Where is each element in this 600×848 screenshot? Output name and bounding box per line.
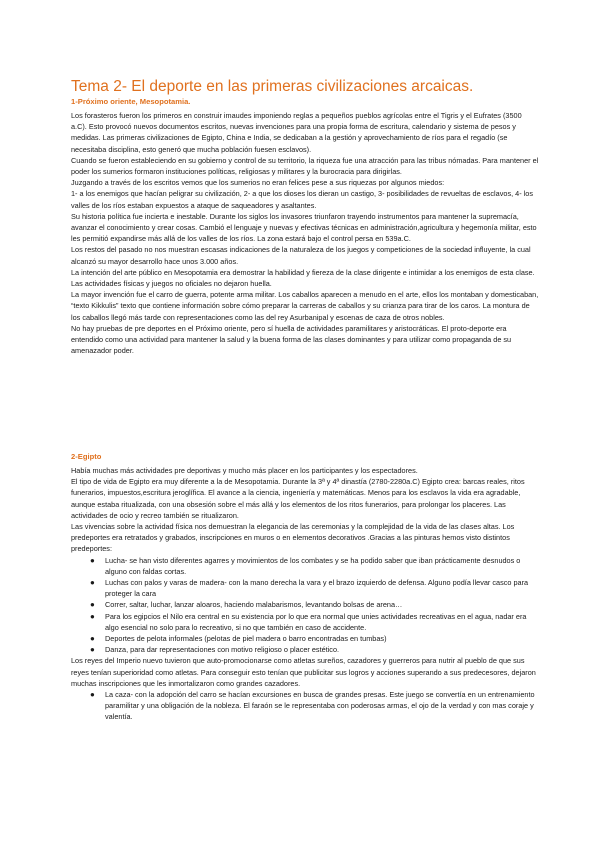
list-item (71, 611, 539, 633)
paragraph: No hay pruebas de pre deportes en el Próximo oriente, pero sí huella de actividades paramilitares y aristocráticas. El proto-deporte era entendido como una actividad para mantener la salud y la buena forma de las clases dominantes y para utilizar como propaganda de su amenazador poder. (71, 323, 512, 356)
bullet-icon: ● (90, 634, 95, 644)
list-item-text: Correr, saltar, luchar, lanzar aloaros, haciendo malabarismos, levantando bolsas de arena… (105, 600, 403, 610)
list-item-text: La caza- con la adopción del carro se hacían excursiones en busca de grandes presas. Este juego se convertía en un entrenamiento paramilitar y una obligación de la nobleza. El faraón se le representaba con poderosas armas, el ojo de la verdad y con mas coraje y valentía. (105, 690, 535, 722)
section-body-mesopotamia (71, 110, 539, 356)
bullet-list (71, 555, 539, 656)
list-item-text: Para los egipcios el Nilo era central en su existencia por lo que era normal que unies actividades recreativas en el agua, nadar era algo esencial no solo para lo recreativo, si no que también en caso de accidente. (105, 611, 527, 632)
page-title: Tema 2- El deporte en las primeras civilizaciones arcaicas. (71, 78, 474, 95)
section-body-egipto (71, 465, 539, 723)
paragraph: El tipo de vida de Egipto era muy diferente a la de Mesopotamia. Durante la 3ª y 4ª dinastía (2780-2280a.C) Egipto crea: barcas reales, ritos funerarios, impuestos,escritura jeroglífica. El avance a la ciencia, ingeniería y matemáticas. Menos para los esclavos la vida era agradable, aunque estaba ritualizada, con una obsesión sobre el más allá y los elementos de los ritos funerarios, para prolongar los placeres. Las actividades de ocio y recreo también se ritualizaron. (71, 477, 525, 520)
list-item (71, 689, 539, 723)
paragraph: Los forasteros fueron los primeros en construir imaudes imponiendo reglas a pequeños pueblos agrícolas entre el Tigris y el Eufrates (3500 a.C). Esto provocó nuevos documentos escritos, nuevas invenciones para una propia forma de escritura, calendario y sistema de pesos y medidas. Las primeras civilizaciones de Egipto, China e India, se dedicaban a la gestión y aprovechamiento de ríos para el regadío (se necesitaba disciplina, esto generó que mucha población fuesen esclavos). (71, 111, 522, 154)
bullet-list (71, 689, 539, 723)
paragraph: Su historia política fue incierta e inestable. Durante los siglos los invasores triunfaron trayendo instrumentos para mantener la supremacía, avanzar el conocimiento y crear cosas. Cambió el lenguaje y nuevas y efectivas técnicas en administración,agricultura y hegemonía militar, esto les permitió expandirse más allá de los valles de los ríos. La zona estará bajo el control persa en 539a.C. (71, 211, 537, 244)
bullet-icon: ● (90, 555, 95, 565)
paragraph: La mayor invención fue el carro de guerra, potente arma militar. Los caballos aparecen a menudo en el arte, ellos los montaban y domesticaban, “texto Kikkulis” texto que contiene información sobre cómo preparar la carreras de caballos y su crianza para tirar de los caros. La montura de los caballos llegó más tarde con representaciones como las del rey Asurbanipal y escenas de caza de otros nobles. (71, 290, 539, 322)
paragraph: Los reyes del Imperio nuevo tuvieron que auto-promocionarse como atletas sureños, cazadores y guerreros para nutrir al pueblo de que sus reyes tenían superioridad como atletas. Para conseguir esto tenían que publicitar sus logros y acciones superando a sus predecesores, dejaron muchas inscripciones que les inmortalizaron como grandes cazadores. (71, 656, 536, 688)
bullet-icon: ● (90, 600, 95, 610)
section-heading-egipto: 2-Egipto (71, 452, 102, 461)
list-item (71, 633, 539, 644)
section-heading-mesopotamia: 1-Próximo oriente, Mesopotamia. (71, 97, 191, 106)
paragraph: Había muchas más actividades pre deportivas y mucho más placer en los participantes y los espectadores. (71, 466, 418, 475)
paragraph: 1- a los enemigos que hacían peligrar su civilización, 2- a que los dioses los dieran un castigo, 3- posibilidades de revueltas de esclavos, 4- los valles de los ríos estaban expuestos a ataque de saqueadores y asaltantes. (71, 189, 533, 210)
bullet-icon: ● (90, 645, 95, 655)
paragraph: La intención del arte público en Mesopotamia era demostrar la habilidad y fiereza de la clase dirigente e intimidar a los enemigos de esta clase. Las actividades físicas y juegos no oficiales no dejaron huella. (71, 267, 535, 289)
list-item-text: Luchas con palos y varas de madera- con la mano derecha la vara y el brazo izquierdo de defensa. Alguno podía llevar casco para proteger la cara (105, 578, 529, 599)
bullet-icon: ● (90, 690, 95, 700)
paragraph: Cuando se fueron estableciendo en su gobierno y control de su territorio, la riqueza fue una atracción para las tribus nómadas. Para mantener el poder los sumerios formaron instituciones políticas, religiosas y militares y la burocracia para dirigirlas. (71, 155, 539, 177)
bullet-icon: ● (90, 611, 95, 621)
list-item-text: Lucha- se han visto diferentes agarres y movimientos de los combates y se ha podido saber que iban prácticamente desnudos o alguno con faldas cortas. (105, 555, 521, 576)
list-item-text: Danza, para dar representaciones con motivo religioso o placer estético. (105, 645, 340, 655)
paragraph: Las vivencias sobre la actividad física nos demuestran la elegancia de las ceremonias y la complejidad de la vida de las clases altas. Los predeportes era retratados y grabados, inscripciones en muros o en elementos decorativos .Gracias a las pinturas hemos visto distintos predeportes: (71, 522, 515, 554)
list-item (71, 577, 539, 599)
list-item (71, 644, 539, 655)
paragraph: Juzgando a través de los escritos vemos que los sumerios no eran felices pese a sus riquezas por algunos miedos: (71, 178, 445, 188)
list-item (71, 555, 539, 577)
paragraph: Los restos del pasado no nos muestran escasas indicaciones de la naturaleza de los juegos y competiciones de la sociedad influyente, la cual alcanzó su mayor desarrollo hace unos 3.000 años. (71, 245, 531, 266)
list-item-text: Deportes de pelota informales (pelotas de piel madera o barro encontradas en tumbas) (105, 634, 387, 644)
bullet-icon: ● (90, 578, 95, 588)
list-item (71, 599, 539, 610)
